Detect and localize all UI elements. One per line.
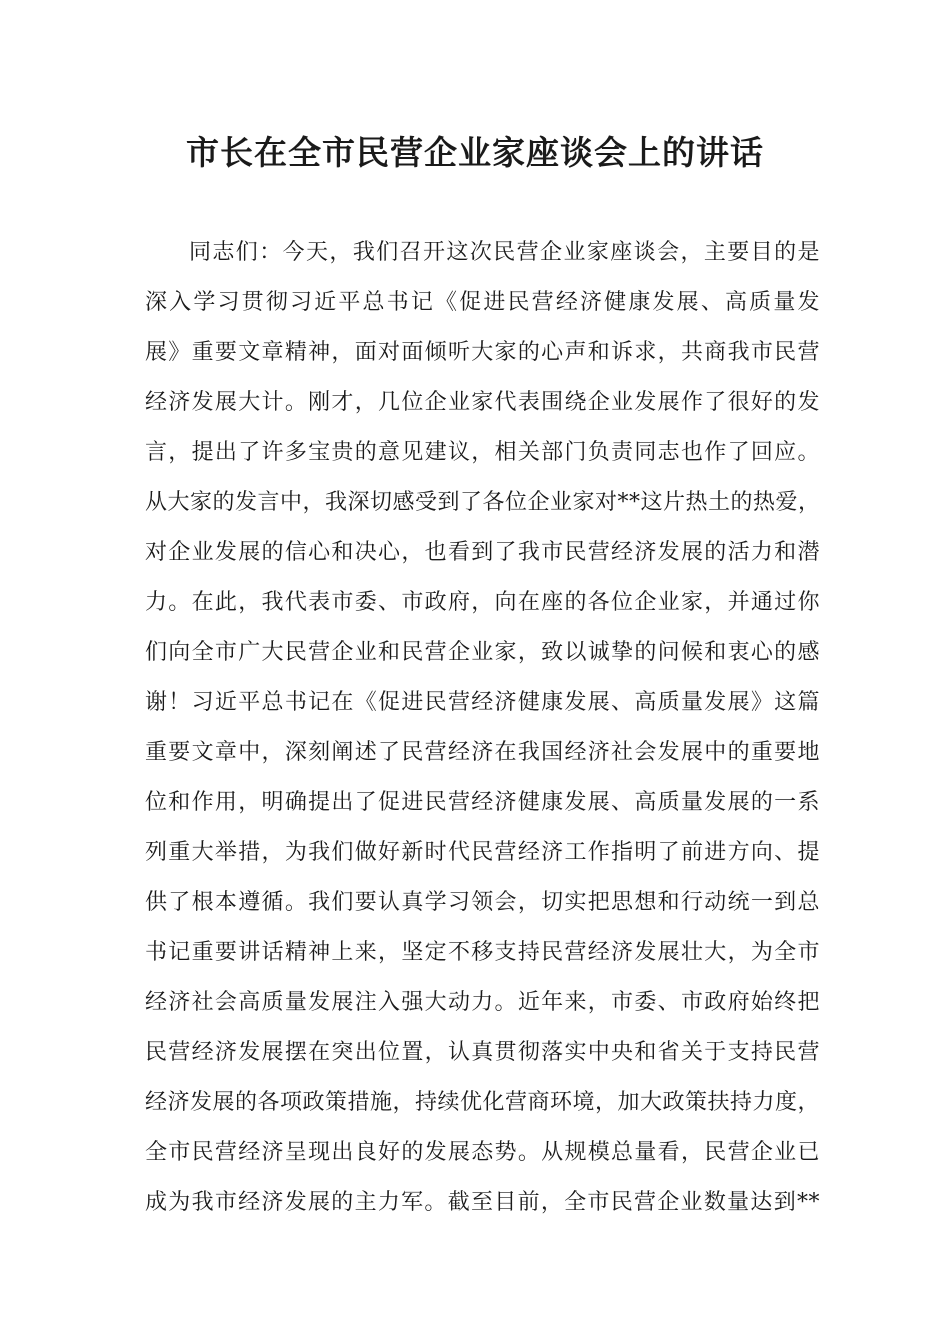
- paragraph-line: 经济发展大计。刚才，几位企业家代表围绕企业发展作了很好的发: [145, 390, 820, 415]
- paragraph-line: 供了根本遵循。我们要认真学习领会，切实把思想和行动统一到总: [145, 890, 820, 915]
- paragraph-line: 重要文章中，深刻阐述了民营经济在我国经济社会发展中的重要地: [145, 740, 820, 765]
- paragraph-line: 民营经济发展摆在突出位置，认真贯彻落实中央和省关于支持民营: [145, 1040, 820, 1065]
- paragraph-line: 书记重要讲话精神上来，坚定不移支持民营经济发展壮大，为全市: [145, 940, 820, 965]
- paragraph-line: 对企业发展的信心和决心，也看到了我市民营经济发展的活力和潜: [145, 540, 820, 565]
- paragraph-line: 列重大举措，为我们做好新时代民营经济工作指明了前进方向、提: [145, 840, 820, 865]
- paragraph-line: 深入学习贯彻习近平总书记《促进民营经济健康发展、高质量发: [145, 290, 820, 315]
- paragraph-line: 言，提出了许多宝贵的意见建议，相关部门负责同志也作了回应。: [145, 440, 820, 465]
- paragraph-line: 位和作用，明确提出了促进民营经济健康发展、高质量发展的一系: [145, 790, 820, 815]
- speech-paragraph: [145, 228, 820, 1228]
- document-title: 市长在全市民营企业家座谈会上的讲话: [186, 133, 764, 172]
- paragraph-line: 成为我市经济发展的主力军。截至目前，全市民营企业数量达到**: [145, 1190, 820, 1215]
- paragraph-line: 力。在此，我代表市委、市政府，向在座的各位企业家，并通过你: [145, 590, 820, 615]
- paragraph-line: 谢！习近平总书记在《促进民营经济健康发展、高质量发展》这篇: [145, 690, 820, 715]
- paragraph-line: 经济社会高质量发展注入强大动力。近年来，市委、市政府始终把: [145, 990, 820, 1015]
- paragraph-line: 经济发展的各项政策措施，持续优化营商环境，加大政策扶持力度，: [145, 1090, 821, 1115]
- paragraph-line: 展》重要文章精神，面对面倾听大家的心声和诉求，共商我市民营: [145, 340, 820, 365]
- paragraph-line: 同志们：今天，我们召开这次民营企业家座谈会，主要目的是: [189, 240, 820, 265]
- paragraph-line: 全市民营经济呈现出良好的发展态势。从规模总量看，民营企业已: [145, 1140, 820, 1165]
- paragraph-line: 们向全市广大民营企业和民营企业家，致以诚挚的问候和衷心的感: [145, 640, 820, 665]
- paragraph-line: 从大家的发言中，我深切感受到了各位企业家对**这片热土的热爱，: [145, 490, 821, 515]
